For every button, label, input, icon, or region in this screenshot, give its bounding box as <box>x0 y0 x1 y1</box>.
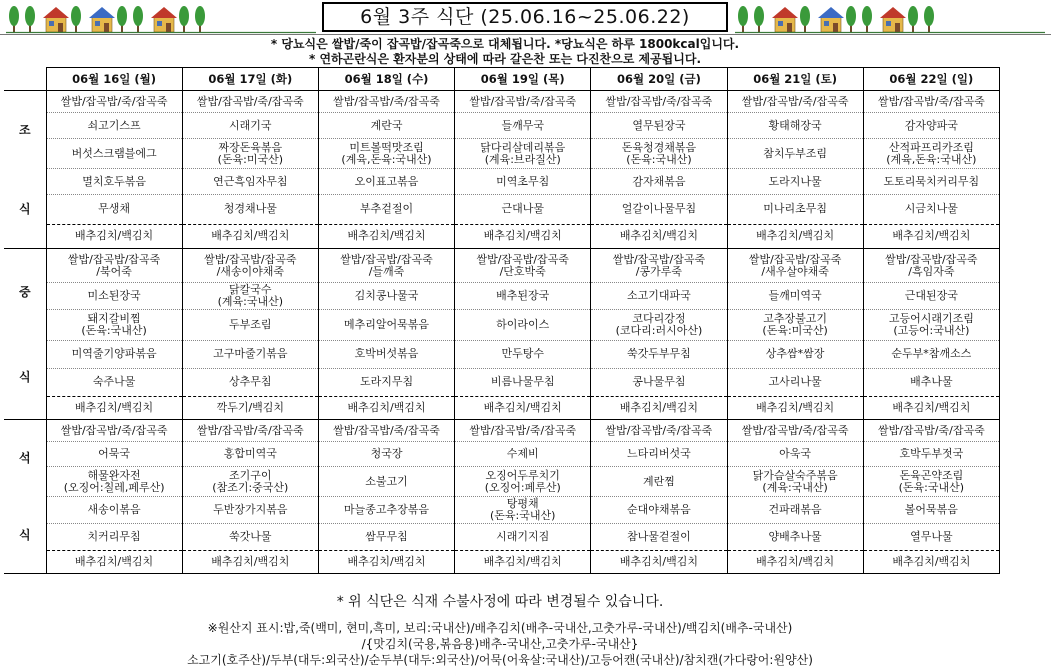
menu-cell: 쇠고기스프 <box>46 113 182 139</box>
menu-cell: 치커리무침 <box>46 523 182 550</box>
menu-row <box>4 169 1000 194</box>
menu-cell: 배추김치/백김치 <box>727 550 863 573</box>
menu-cell: 쌀밥/잡곡밥/잡곡죽 /단호박죽 <box>455 249 591 283</box>
page-title: 6월 3주 식단 (25.06.16~25.06.22) <box>322 2 728 32</box>
menu-cell: 시금치나물 <box>863 194 999 224</box>
tree-icon <box>924 6 934 32</box>
menu-cell: 어묵국 <box>46 442 182 467</box>
meal-label-top: 중 <box>18 284 31 299</box>
day-header-cell: 06월 18일 (수) <box>318 68 454 91</box>
origin-line-1: ※원산지 표시:밥,죽(백미, 현미,흑미, 보리:국내산)/배추김치(배추-국내산,고춧가루-국내산)/백김치(배추-국내산) <box>207 621 793 635</box>
menu-cell: 비름나물무침 <box>455 368 591 396</box>
menu-cell: 만두탕수 <box>455 340 591 368</box>
notice-diabetic: * 당뇨식은 쌀밥/죽이 잡곡밥/잡곡죽으로 대체됩니다. *당뇨식은 하루 1800kcal입니다. <box>270 37 740 51</box>
menu-cell: 홍합미역국 <box>182 442 318 467</box>
menu-cell: 탕평채 (돈육:국내산) <box>455 497 591 523</box>
menu-row <box>4 224 1000 248</box>
menu-cell: 열무나물 <box>863 523 999 550</box>
menu-cell: 근대된장국 <box>863 283 999 310</box>
day-header-row <box>4 68 1000 91</box>
tree-icon <box>179 6 189 32</box>
day-header-cell: 06월 21일 (토) <box>727 68 863 91</box>
menu-cell: 들깨미역국 <box>727 283 863 310</box>
menu-cell: 배추김치/백김치 <box>318 550 454 573</box>
house-icon <box>880 7 906 32</box>
menu-cell: 배추김치/백김치 <box>46 396 182 419</box>
menu-cell: 메추리알어묵볶음 <box>318 310 454 340</box>
menu-cell: 김치콩나물국 <box>318 283 454 310</box>
menu-cell: 쌀밥/잡곡밥/죽/잡곡죽 <box>182 420 318 442</box>
meal-label-bottom: 식 <box>18 369 31 384</box>
menu-cell: 건파래볶음 <box>727 497 863 523</box>
menu-cell: 코다리강정 (코다리:러시아산) <box>591 310 727 340</box>
menu-cell: 계란국 <box>318 113 454 139</box>
menu-cell: 배추김치/백김치 <box>182 224 318 248</box>
menu-cell: 소불고기 <box>318 467 454 497</box>
menu-cell: 감자양파국 <box>863 113 999 139</box>
tree-icon <box>846 6 856 32</box>
menu-cell: 쌀밥/잡곡밥/죽/잡곡죽 <box>863 91 999 113</box>
meal-label <box>4 249 46 420</box>
village-decoration-left <box>6 2 316 34</box>
menu-cell: 쌀밥/잡곡밥/잡곡죽 /흑임자죽 <box>863 249 999 283</box>
menu-cell: 콩나물무침 <box>591 368 727 396</box>
menu-cell: 볼어묵볶음 <box>863 497 999 523</box>
menu-row <box>4 523 1000 550</box>
menu-cell: 쌀밥/잡곡밥/죽/잡곡죽 <box>318 420 454 442</box>
menu-row <box>4 396 1000 419</box>
menu-cell: 배추김치/백김치 <box>591 224 727 248</box>
menu-cell: 청국장 <box>318 442 454 467</box>
menu-row <box>4 91 1000 113</box>
menu-cell: 하이라이스 <box>455 310 591 340</box>
menu-cell: 연근흑임자무침 <box>182 169 318 194</box>
menu-cell: 호박두부젓국 <box>863 442 999 467</box>
day-header-cell: 06월 20일 (금) <box>591 68 727 91</box>
menu-cell: 근대나물 <box>455 194 591 224</box>
meal-label <box>4 91 46 249</box>
menu-cell: 버섯스크램블에그 <box>46 139 182 169</box>
banner-divider <box>0 34 1051 35</box>
menu-cell: 배추김치/백김치 <box>318 224 454 248</box>
menu-cell: 배추김치/백김치 <box>46 224 182 248</box>
menu-cell: 닭칼국수 (계육:국내산) <box>182 283 318 310</box>
house-icon <box>89 7 115 32</box>
tree-icon <box>195 6 205 32</box>
menu-cell: 돈육청경채볶음 (돈육:국내산) <box>591 139 727 169</box>
menu-cell: 쌀밥/잡곡밥/죽/잡곡죽 <box>182 91 318 113</box>
menu-cell: 배추김치/백김치 <box>46 550 182 573</box>
origin-line-3: 소고기(호주산)/두부(대두:외국산)/순두부(대두:외국산)/어묵(어육살:국내산)/고등어캔(국내산)/참치캔(가다랑어:원양산) <box>187 653 813 667</box>
menu-cell: 고등어시래기조림 (고등어:국내산) <box>863 310 999 340</box>
menu-cell: 미나리초무침 <box>727 194 863 224</box>
menu-cell: 배추김치/백김치 <box>727 396 863 419</box>
menu-cell: 배추김치/백김치 <box>182 550 318 573</box>
menu-cell: 소고기대파국 <box>591 283 727 310</box>
menu-cell: 수제비 <box>455 442 591 467</box>
menu-cell: 쌀밥/잡곡밥/죽/잡곡죽 <box>46 420 182 442</box>
menu-cell: 멸치호두볶음 <box>46 169 182 194</box>
menu-cell: 느타리버섯국 <box>591 442 727 467</box>
menu-row <box>4 442 1000 467</box>
menu-cell: 쌀밥/잡곡밥/죽/잡곡죽 <box>455 420 591 442</box>
menu-row <box>4 113 1000 139</box>
menu-cell: 순대야채볶음 <box>591 497 727 523</box>
house-icon <box>43 7 69 32</box>
menu-cell: 배추나물 <box>863 368 999 396</box>
menu-cell: 돼지갈비찜 (돈육:국내산) <box>46 310 182 340</box>
menu-cell: 배추김치/백김치 <box>863 396 999 419</box>
menu-cell: 계란찜 <box>591 467 727 497</box>
menu-cell: 돈육곤약조림 (돈육:국내산) <box>863 467 999 497</box>
menu-cell: 고사리나물 <box>727 368 863 396</box>
menu-cell: 깍두기/백김치 <box>182 396 318 419</box>
menu-cell: 쌀밥/잡곡밥/잡곡죽 /새우살야채죽 <box>727 249 863 283</box>
weekly-menu-table <box>4 67 1000 574</box>
menu-cell: 청경채나물 <box>182 194 318 224</box>
tree-icon <box>117 6 127 32</box>
menu-cell: 참치두부조림 <box>727 139 863 169</box>
tree-icon <box>71 6 81 32</box>
menu-cell: 새송이볶음 <box>46 497 182 523</box>
menu-cell: 두반장가지볶음 <box>182 497 318 523</box>
menu-cell: 참나물겉절이 <box>591 523 727 550</box>
menu-cell: 쌀밥/잡곡밥/죽/잡곡죽 <box>46 91 182 113</box>
day-header-cell: 06월 17일 (화) <box>182 68 318 91</box>
menu-cell: 배추김치/백김치 <box>455 396 591 419</box>
menu-cell: 순두부*참깨소스 <box>863 340 999 368</box>
menu-cell: 숙주나물 <box>46 368 182 396</box>
tree-icon <box>908 6 918 32</box>
menu-cell: 쌀밥/잡곡밥/잡곡죽 /콩가루죽 <box>591 249 727 283</box>
menu-cell: 쌀밥/잡곡밥/죽/잡곡죽 <box>455 91 591 113</box>
meal-label-bottom: 식 <box>18 201 31 216</box>
tree-icon <box>9 6 19 32</box>
menu-row <box>4 139 1000 169</box>
menu-cell: 감자채볶음 <box>591 169 727 194</box>
day-header-cell: 06월 22일 (일) <box>863 68 999 91</box>
menu-cell: 쑥갓나물 <box>182 523 318 550</box>
menu-cell: 두부조림 <box>182 310 318 340</box>
house-icon <box>772 7 798 32</box>
tree-icon <box>738 6 748 32</box>
tree-icon <box>800 6 810 32</box>
menu-row <box>4 310 1000 340</box>
house-icon <box>151 7 177 32</box>
menu-cell: 쑥갓두부무침 <box>591 340 727 368</box>
menu-row <box>4 368 1000 396</box>
menu-row <box>4 283 1000 310</box>
menu-cell: 산적파프리카조림 (계육,돈육:국내산) <box>863 139 999 169</box>
menu-cell: 배추김치/백김치 <box>863 224 999 248</box>
menu-cell: 배추김치/백김치 <box>318 396 454 419</box>
meal-label-bottom: 식 <box>18 527 31 542</box>
menu-cell: 미트볼떡맛조림 (계육,돈육:국내산) <box>318 139 454 169</box>
menu-cell: 해물완자전 (오징어:칠레,페루산) <box>46 467 182 497</box>
tree-icon <box>862 6 872 32</box>
village-decoration-right <box>735 2 1045 34</box>
notice-dysphagia: * 연하곤란식은 환자분의 상태에 따라 갈은찬 또는 다진찬으로 제공됩니다. <box>308 52 702 66</box>
title-banner <box>0 0 1051 36</box>
menu-cell: 무생채 <box>46 194 182 224</box>
menu-cell: 미소된장국 <box>46 283 182 310</box>
menu-cell: 짜장돈육볶음 (돈육:미국산) <box>182 139 318 169</box>
menu-row <box>4 420 1000 442</box>
menu-cell: 쌀밥/잡곡밥/죽/잡곡죽 <box>318 91 454 113</box>
day-header-cell: 06월 16일 (월) <box>46 68 182 91</box>
menu-cell: 시래기국 <box>182 113 318 139</box>
menu-cell: 배추된장국 <box>455 283 591 310</box>
tree-icon <box>25 6 35 32</box>
meal-label-top: 석 <box>18 451 31 466</box>
menu-cell: 부추겉절이 <box>318 194 454 224</box>
menu-row <box>4 249 1000 283</box>
menu-cell: 닭가슴살숙주볶음 (계육:국내산) <box>727 467 863 497</box>
menu-row <box>4 497 1000 523</box>
tree-icon <box>754 6 764 32</box>
menu-cell: 미역줄기양파볶음 <box>46 340 182 368</box>
menu-cell: 쌀밥/잡곡밥/잡곡죽 /들깨죽 <box>318 249 454 283</box>
meal-label <box>4 420 46 574</box>
menu-cell: 배추김치/백김치 <box>863 550 999 573</box>
menu-cell: 양배추나물 <box>727 523 863 550</box>
house-icon <box>818 7 844 32</box>
menu-row <box>4 550 1000 573</box>
menu-cell: 미역초무침 <box>455 169 591 194</box>
menu-cell: 황태해장국 <box>727 113 863 139</box>
menu-cell: 배추김치/백김치 <box>455 550 591 573</box>
menu-cell: 쌀밥/잡곡밥/죽/잡곡죽 <box>727 91 863 113</box>
menu-cell: 오이표고볶음 <box>318 169 454 194</box>
menu-cell: 쌀밥/잡곡밥/잡곡죽 /북어죽 <box>46 249 182 283</box>
menu-cell: 배추김치/백김치 <box>591 396 727 419</box>
menu-cell: 배추김치/백김치 <box>591 550 727 573</box>
menu-cell: 상추무침 <box>182 368 318 396</box>
menu-cell: 들깨무국 <box>455 113 591 139</box>
menu-cell: 아욱국 <box>727 442 863 467</box>
menu-cell: 상추쌈*쌈장 <box>727 340 863 368</box>
menu-row <box>4 467 1000 497</box>
header-corner <box>4 68 46 91</box>
menu-cell: 쌀밥/잡곡밥/잡곡죽 /새송이야채죽 <box>182 249 318 283</box>
menu-cell: 마늘종고추장볶음 <box>318 497 454 523</box>
menu-cell: 배추김치/백김치 <box>455 224 591 248</box>
menu-cell: 열무된장국 <box>591 113 727 139</box>
menu-cell: 쌀밥/잡곡밥/죽/잡곡죽 <box>591 420 727 442</box>
menu-cell: 닭다리살데리볶음 (계육:브라질산) <box>455 139 591 169</box>
menu-cell: 시래기지짐 <box>455 523 591 550</box>
menu-cell: 쌀밥/잡곡밥/죽/잡곡죽 <box>591 91 727 113</box>
meal-label-top: 조 <box>18 123 31 138</box>
change-notice: * 위 식단은 식재 수불사정에 따라 변경될수 있습니다. <box>336 594 664 610</box>
tree-icon <box>133 6 143 32</box>
menu-row <box>4 194 1000 224</box>
day-header-cell: 06월 19일 (목) <box>455 68 591 91</box>
menu-cell: 오징어두루치기 (오징어:페루산) <box>455 467 591 497</box>
menu-cell: 도라지무침 <box>318 368 454 396</box>
menu-row <box>4 340 1000 368</box>
menu-cell: 배추김치/백김치 <box>727 224 863 248</box>
menu-cell: 도라지나물 <box>727 169 863 194</box>
menu-cell: 호박버섯볶음 <box>318 340 454 368</box>
menu-cell: 쌀밥/잡곡밥/죽/잡곡죽 <box>863 420 999 442</box>
menu-cell: 쌀밥/잡곡밥/죽/잡곡죽 <box>727 420 863 442</box>
menu-cell: 얼갈이나물무침 <box>591 194 727 224</box>
menu-cell: 고추장불고기 (돈육:미국산) <box>727 310 863 340</box>
menu-cell: 쌈무무침 <box>318 523 454 550</box>
menu-cell: 도토리묵치커리무침 <box>863 169 999 194</box>
menu-cell: 조기구이 (참조기:중국산) <box>182 467 318 497</box>
origin-line-2: /{맛김치(국용,볶음용)배추-국내산,고춧가루-국내산} <box>361 637 639 651</box>
menu-cell: 고구마줄기볶음 <box>182 340 318 368</box>
